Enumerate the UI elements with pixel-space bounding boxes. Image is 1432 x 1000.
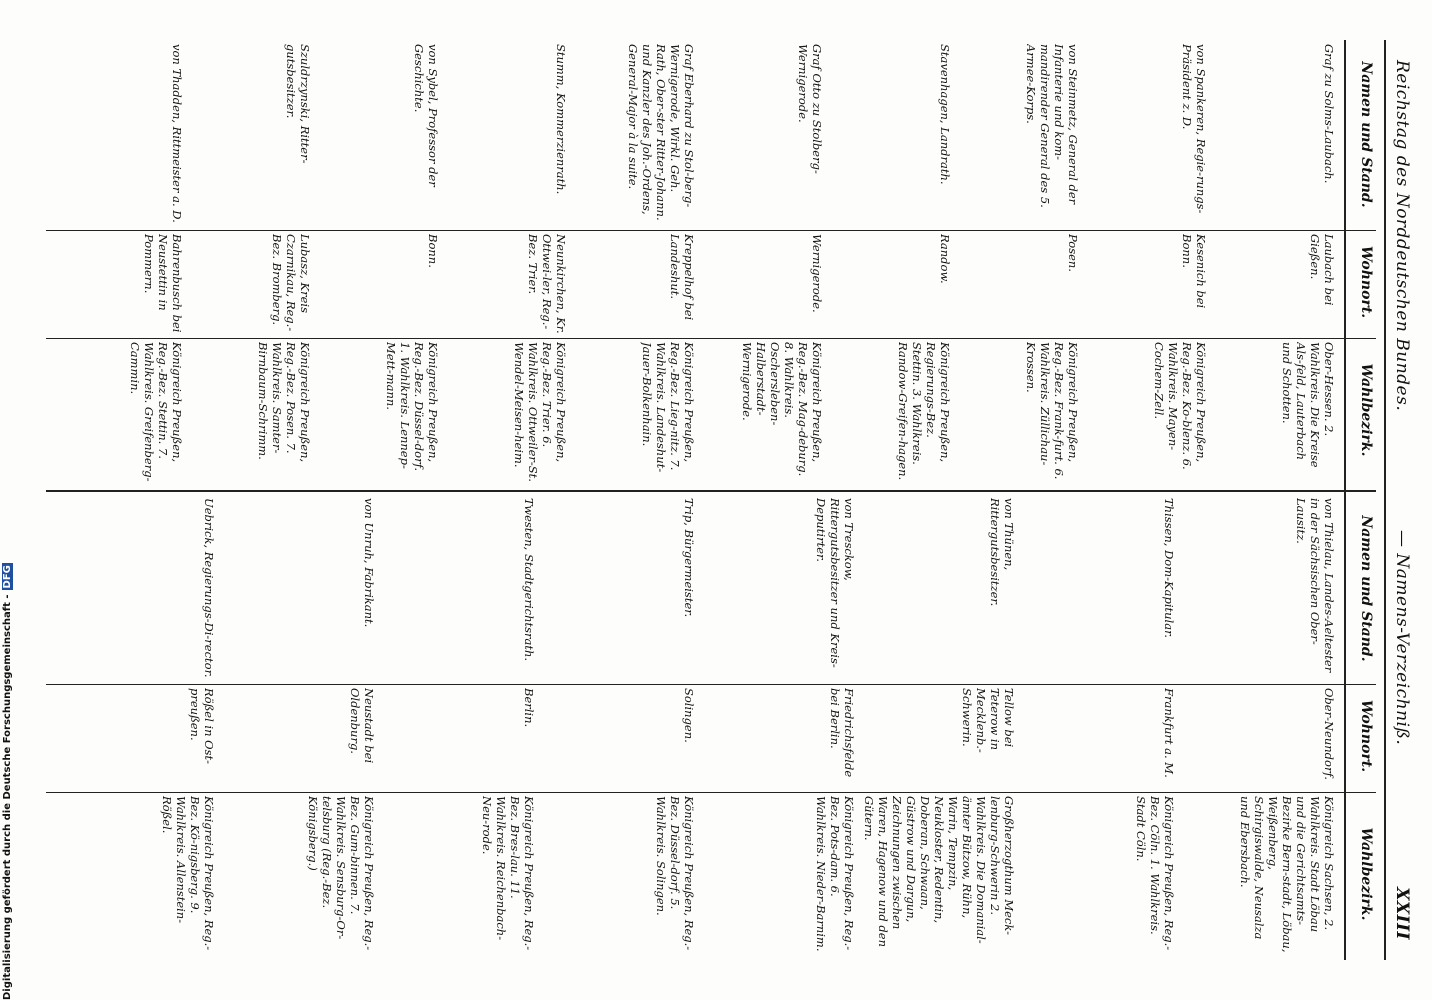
entry-name: von Thadden, Rittmeister a. D. xyxy=(170,44,184,223)
entry-name: Stumm, Kommerzienrath. xyxy=(554,44,568,195)
entry-name: Szuldrzynski, Ritter-gutsbesitzer. xyxy=(284,44,312,164)
col-divider xyxy=(46,338,1376,339)
entry-wohnort: Lubasz, Kreis Czarnikau, Reg.-Bez. Bromberg. xyxy=(270,234,312,332)
entry-wahlbezirk: Königreich Preußen, Reg.-Bez. Cöln. 1. Wahlkreis. Stadt Cöln. xyxy=(1134,796,1176,951)
entry-name: Stavenhagen, Landrath. xyxy=(938,44,952,185)
entry-name: von Unruh, Fabrikant. xyxy=(362,498,376,628)
entry-wahlbezirk: Königreich Preußen, Reg.-Bez. Posen. 7. Wahlkreis. Samter-Birnbaum-Schrimm. xyxy=(256,342,312,463)
entry-wohnort: Neunkirchen, Kr. Ottwei-ler, Reg.-Bez. Trier. xyxy=(526,234,568,334)
digitization-note xyxy=(2,563,13,1000)
entry-wohnort: Randow. xyxy=(938,234,952,284)
entry-name: von Spankeren, Regie-rungs-Präsident z. D. xyxy=(1180,44,1208,214)
col-header-wohnort-left: Wohnort. xyxy=(1358,245,1374,319)
col-divider xyxy=(46,792,1376,793)
entry-name: Graf zu Solms-Laubach. xyxy=(1322,44,1336,184)
entry-wahlbezirk: Ober-Hessen. 2. Wahlkreis. Die Kreise Als-feld, Lauterbach und Schotten. xyxy=(1280,342,1336,468)
entry-wahlbezirk: Königreich Preußen, Reg.-Bez. Kö-nigsberg. 9. Wahlkreis. Allenstein-Rößel. xyxy=(160,796,216,951)
entry-wohnort: Ober-Neundorf. xyxy=(1322,688,1336,780)
page-number: XXIII xyxy=(1392,887,1412,940)
entry-wahlbezirk: Königreich Preußen, Reg.-Bez. Ko-blenz. 6. Wahlkreis. Mayen-Cochem-Zell. xyxy=(1152,342,1208,470)
entry-wahlbezirk: Königreich Preußen, Regierungs-Bez. Stettin. 3. Wahlkreis. Randow-Greifen-hagen. xyxy=(896,342,952,481)
col-divider xyxy=(46,684,1376,685)
entry-wohnort: Posen. xyxy=(1066,234,1080,272)
dfg-logo: DFG xyxy=(2,565,13,589)
header-title-right: — Namens-Verzeichniß. xyxy=(1392,530,1412,746)
entry-wahlbezirk: Großherzogthum Meck-lenburg-Schwerin 2. Wahlkreis. Die Domanial-ämter Bützow, Rühn, Warin, Tempzin, Neukloster, Redentin, Doberan, Schwaan, Güstrow und Dargun, Zeichnungen zwischen Waren, Hagenow und den Gütern. xyxy=(862,796,1016,947)
entry-name: von Steinmetz, General der Infanterie und kom-mandirender General des 5. Armee-Korps. xyxy=(1024,44,1080,208)
entry-name: Thissen, Dom-Kapitular. xyxy=(1162,498,1176,638)
entry-wahlbezirk: Königreich Preußen, Reg.-Bez. Stettin. 7. Wahlkreis. Greifenberg-Cammin. xyxy=(128,342,184,482)
entry-name: von Thünen, Rittergutsbesitzer. xyxy=(988,498,1016,607)
entry-name: von Thielau, Landes-Aeltester in der Sächsischen Ober-Lausitz. xyxy=(1294,498,1336,673)
entry-name: von Sybel, Professor der Geschichte. xyxy=(412,44,440,187)
header-rule xyxy=(1384,40,1386,960)
entry-wahlbezirk: Königreich Preußen, Reg.-Bez. Mag-deburg. 8. Wahlkreis. Oschersleben-Halberstadt-Wernigerode. xyxy=(740,342,824,477)
entry-wohnort: Kesenich bei Bonn. xyxy=(1180,234,1208,309)
entry-wohnort: Berlin. xyxy=(522,688,536,728)
entry-wahlbezirk: Königreich Preußen, Reg.-Bez. Düssel-dorf. 1. Wahlkreis. Lennep-Mett-mann. xyxy=(384,342,440,472)
entry-wohnort: Frankfurt a. M. xyxy=(1162,688,1176,778)
entry-wohnort: Friedrichsfelde bei Berlin. xyxy=(828,688,856,778)
col-header-wahlbezirk-left: Wahlbezirk. xyxy=(1358,363,1374,457)
column-header-rule xyxy=(1345,40,1347,960)
page-header xyxy=(1382,60,1412,940)
entry-name: Graf Otto zu Stolberg-Wernigerode. xyxy=(796,44,824,174)
entry-name: von Tresckow, Rittergutsbesitzer und Kreis-Deputirter. xyxy=(814,498,856,668)
entry-wahlbezirk: Königreich Preußen, Reg.-Bez. Pots-dam. 6. Wahlkreis. Nieder-Barnim. xyxy=(814,796,856,952)
entry-wohnort: Tellow bei Teterow in Mecklenb.-Schwerin. xyxy=(960,688,1016,753)
middle-divider xyxy=(46,490,1376,492)
entry-wahlbezirk: Königreich Preußen, Reg.-Bez. Düssel-dorf. 5. Wahlkreis. Solingen. xyxy=(654,796,696,951)
col-header-name-left: Namen und Stand. xyxy=(1358,61,1374,208)
entry-wohnort: Bonn. xyxy=(426,234,440,268)
entry-wahlbezirk: Königreich Preußen, Reg.-Bez. Frank-furt. 6. Wahlkreis. Züllichau-Krossen. xyxy=(1024,342,1080,480)
entry-wahlbezirk: Königreich Preußen, Reg.-Bez. Trier. 6. Wahlkreis. Ottweiler-St. Wendel-Meisen-heim. xyxy=(512,342,568,482)
entry-name: Twesten, Stadtgerichtsrath. xyxy=(522,498,536,662)
header-title-left: Reichstag des Norddeutschen Bundes. xyxy=(1392,60,1412,412)
col-header-wahlbezirk-right: Wahlbezirk. xyxy=(1358,827,1374,921)
entry-name: Graf Eberhard zu Stol-berg-Wernigerode, Wirkl. Geh. Rath, Ober-ster Ritter-Johann. und Kanzler des Joh.-Ordens, General-Major à la suite. xyxy=(626,44,696,221)
entry-wahlbezirk: Königreich Preußen, Reg.-Bez. Bres-lau. 11. Wahlkreis. Reichenbach-Neu-rode. xyxy=(480,796,536,951)
col-header-wohnort-right: Wohnort. xyxy=(1358,699,1374,773)
entry-wohnort: Rößel in Ost-preußen. xyxy=(188,688,216,764)
col-divider xyxy=(46,230,1376,231)
entry-wohnort: Wernigerode. xyxy=(810,234,824,313)
entry-name: Uebrick, Regierungs-Di-rector. xyxy=(202,498,216,678)
col-header-name-right: Namen und Stand. xyxy=(1358,515,1374,662)
entry-wahlbezirk: Königreich Preußen, Reg.-Bez. Gum-binnen. 7. Wahlkreis. Sensburg-Or-telsburg (Reg.-Bez. Königsberg.) xyxy=(306,796,376,951)
entry-name: Trip, Bürgermeister. xyxy=(682,498,696,618)
entry-wohnort: Solingen. xyxy=(682,688,696,743)
digitization-text: Digitalisierung gefördert durch die Deutsche Forschungsgemeinschaft - xyxy=(2,594,13,1000)
entry-wohnort: Kreppelhof bei Landeshut. xyxy=(668,234,696,321)
entry-wohnort: Bahrenbusch bei Neustettin in Pommern. xyxy=(142,234,184,333)
entry-wohnort: Neustadt bei Oldenburg. xyxy=(348,688,376,764)
entry-wohnort: Laubach bei Gießen. xyxy=(1308,234,1336,306)
entry-wahlbezirk: Königreich Preußen, Reg.-Bez. Lieg-nitz. 7. Wahlkreis. Landeshut-Jauer-Bolkenhain. xyxy=(640,342,696,473)
entry-wahlbezirk: Königreich Sachsen, 2. Wahlkreis. Stadt Löbau und die Gerichtsamts-Bezirke Bern-stadt, Löbau, Weißenberg, Schirgiswalde, Neusalza und Ebersbach. xyxy=(1238,796,1336,953)
